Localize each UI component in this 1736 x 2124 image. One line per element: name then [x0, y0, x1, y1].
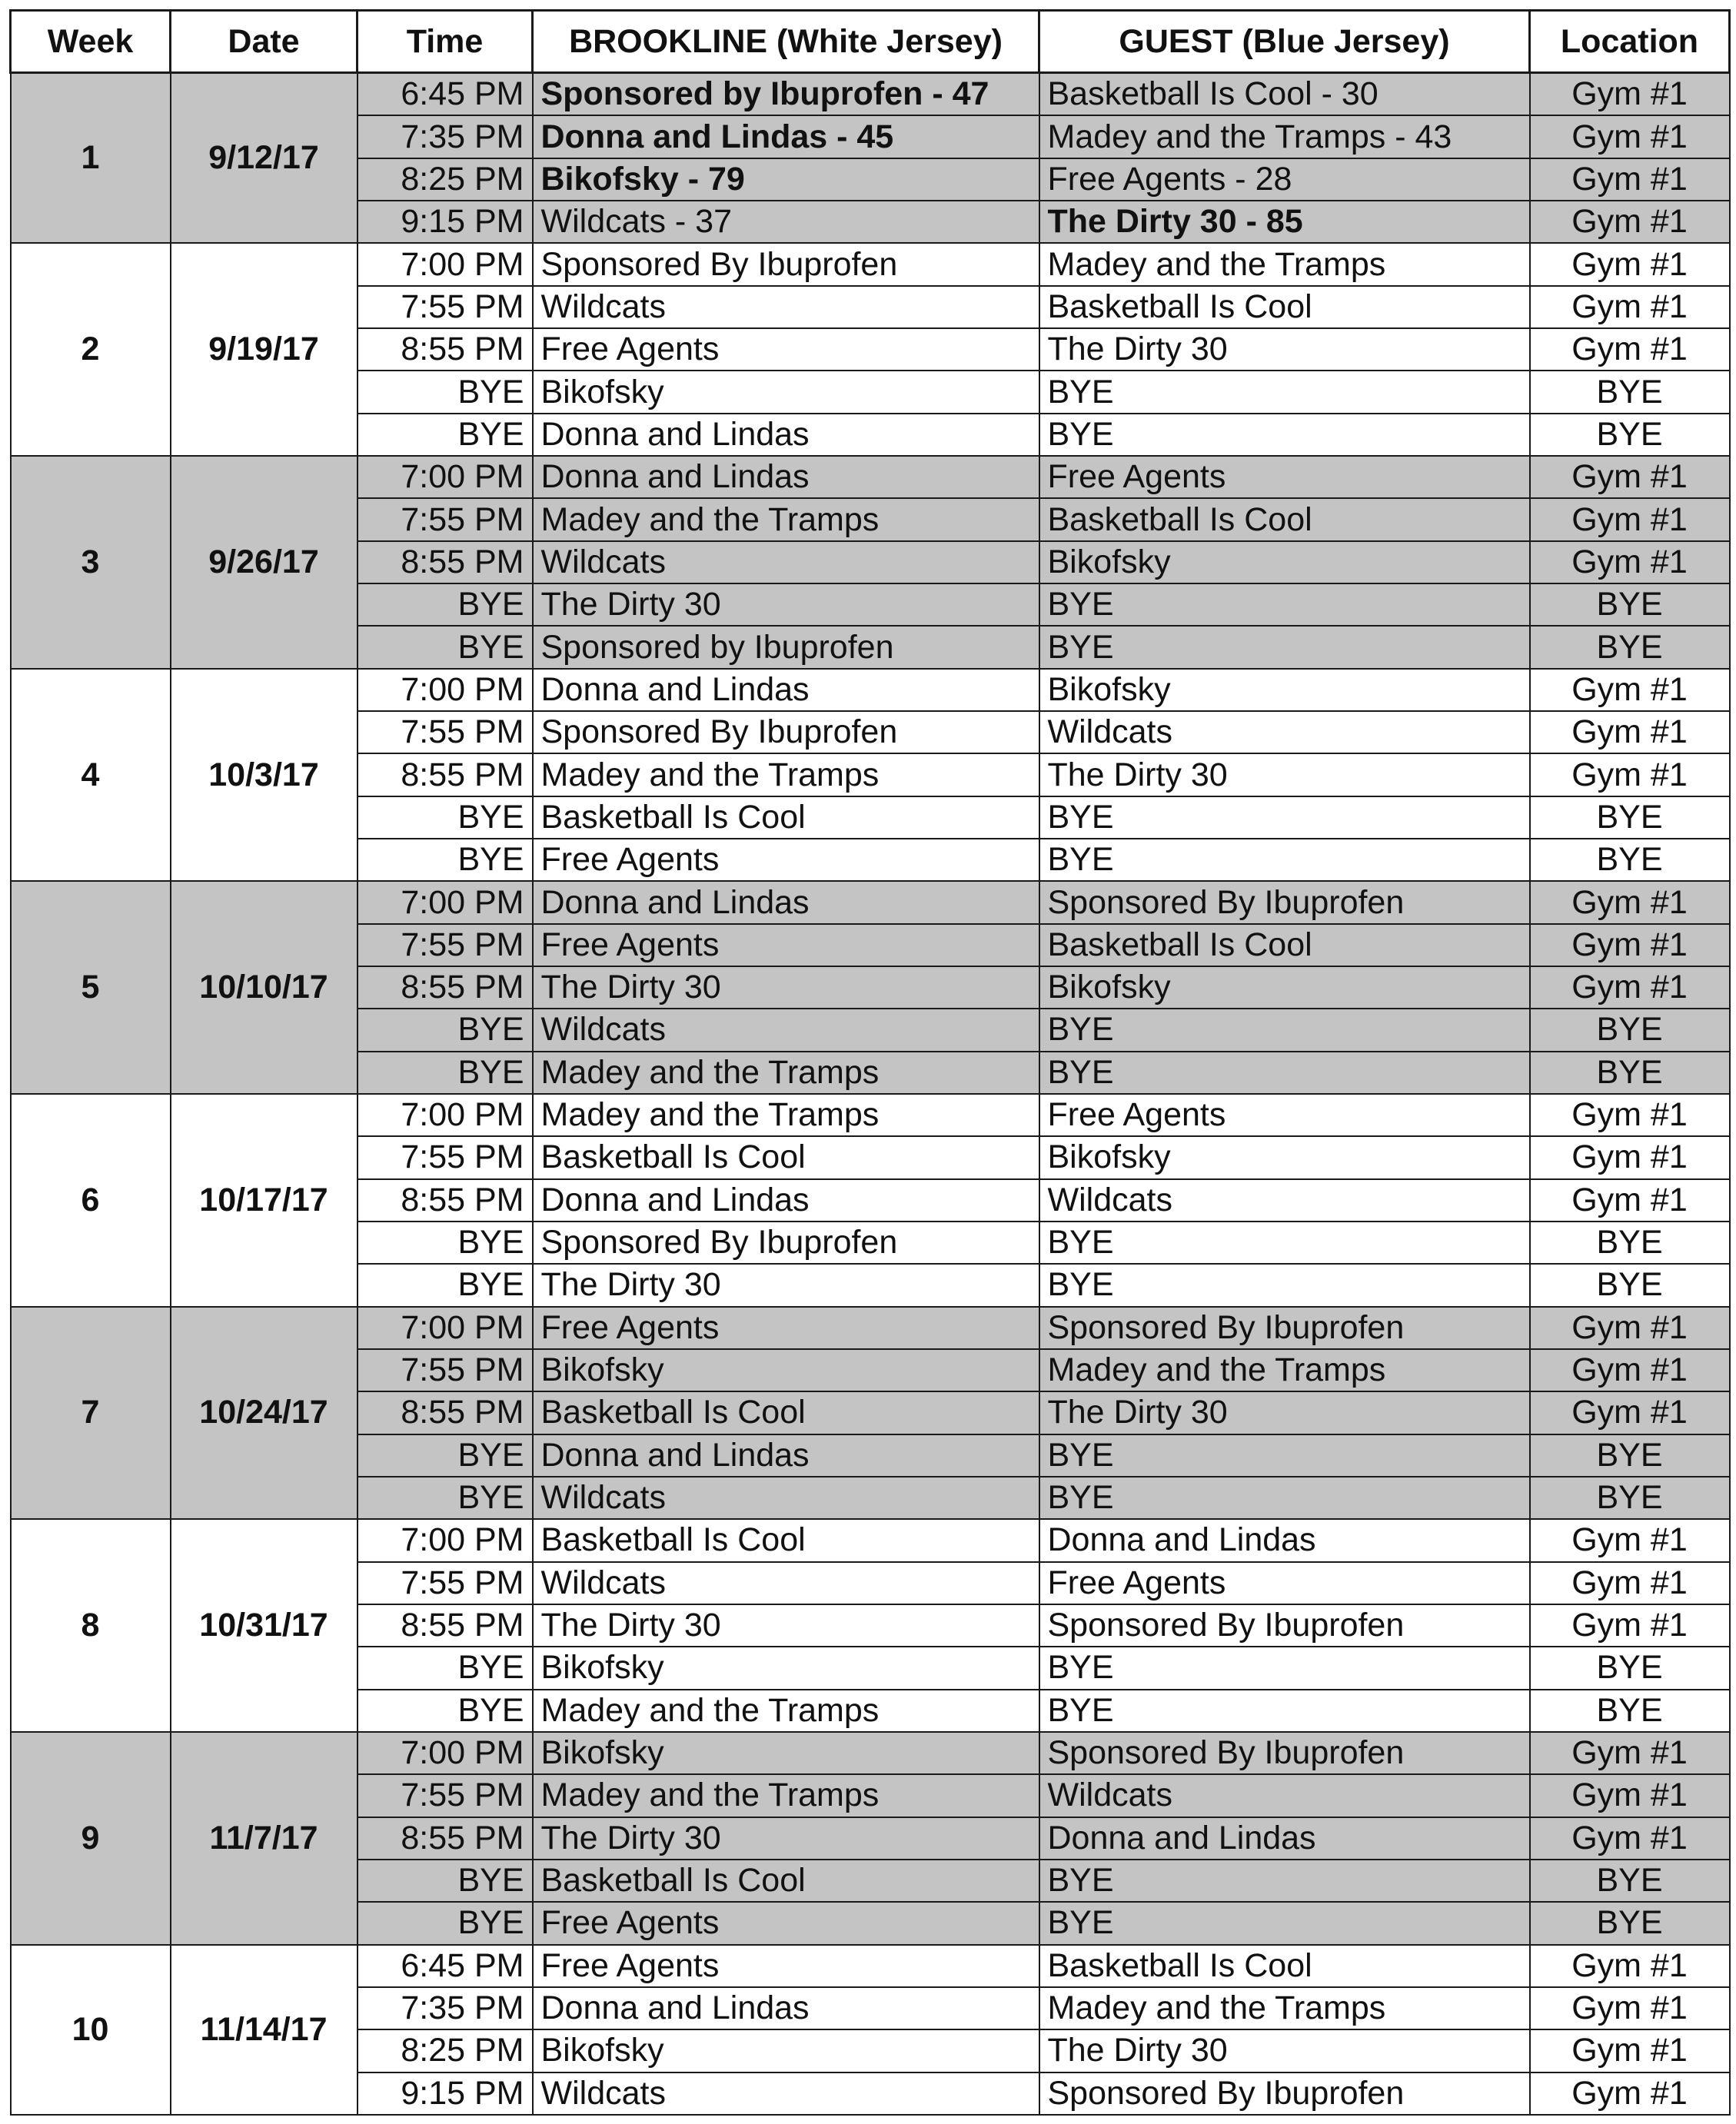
home-team: Donna and Lindas [533, 414, 1039, 456]
game-time: BYE [358, 1434, 533, 1477]
week-date: 9/12/17 [171, 73, 358, 244]
game-location: Gym #1 [1530, 2072, 1730, 2115]
home-team: Bikofsky - 79 [533, 158, 1039, 201]
game-time: 8:25 PM [358, 158, 533, 201]
guest-team: Wildcats [1039, 1179, 1530, 1222]
header-week: Week [11, 11, 171, 73]
home-team: Free Agents [533, 839, 1039, 881]
game-time: 7:55 PM [358, 286, 533, 328]
game-time: 7:00 PM [358, 1519, 533, 1561]
guest-team: BYE [1039, 839, 1530, 881]
game-location: BYE [1530, 583, 1730, 626]
guest-team: Bikofsky [1039, 669, 1530, 711]
week-group [11, 456, 1730, 669]
guest-team: BYE [1039, 796, 1530, 839]
guest-team: BYE [1039, 1222, 1530, 1264]
game-time: 7:55 PM [358, 924, 533, 966]
game-location: BYE [1530, 1222, 1730, 1264]
guest-team: BYE [1039, 1264, 1530, 1306]
home-team: Basketball Is Cool [533, 796, 1039, 839]
game-time: BYE [358, 626, 533, 668]
game-location: Gym #1 [1530, 286, 1730, 328]
home-team: Wildcats [533, 1562, 1039, 1604]
guest-team: Basketball Is Cool [1039, 924, 1530, 966]
guest-team: Free Agents - 28 [1039, 158, 1530, 201]
game-time: 8:25 PM [358, 2029, 533, 2072]
home-team: Madey and the Tramps [533, 1774, 1039, 1817]
game-location: Gym #1 [1530, 73, 1730, 116]
home-team: Free Agents [533, 924, 1039, 966]
week-date: 10/31/17 [171, 1519, 358, 1732]
game-time: 8:55 PM [358, 328, 533, 371]
week-group [11, 1945, 1730, 2115]
game-location: BYE [1530, 1009, 1730, 1051]
game-time: BYE [358, 1052, 533, 1094]
guest-team: BYE [1039, 1902, 1530, 1944]
guest-team: Wildcats [1039, 711, 1530, 753]
game-location: Gym #1 [1530, 1732, 1730, 1774]
game-row [11, 1945, 1730, 1987]
game-location: BYE [1530, 626, 1730, 668]
guest-team: Basketball Is Cool [1039, 498, 1530, 540]
game-location: Gym #1 [1530, 201, 1730, 243]
guest-team: Madey and the Tramps - 43 [1039, 115, 1530, 158]
week-group [11, 1519, 1730, 1732]
home-team: The Dirty 30 [533, 1264, 1039, 1306]
game-location: Gym #1 [1530, 1519, 1730, 1561]
guest-team: Sponsored By Ibuprofen [1039, 2072, 1530, 2115]
home-team: Wildcats [533, 1009, 1039, 1051]
home-team: Sponsored by Ibuprofen [533, 626, 1039, 668]
game-time: 8:55 PM [358, 1817, 533, 1860]
home-team: Wildcats - 37 [533, 201, 1039, 243]
header-location: Location [1530, 11, 1730, 73]
game-location: Gym #1 [1530, 669, 1730, 711]
home-team: The Dirty 30 [533, 1604, 1039, 1647]
game-time: 7:55 PM [358, 1136, 533, 1178]
home-team: Bikofsky [533, 1732, 1039, 1774]
game-row [11, 243, 1730, 285]
game-time: 7:00 PM [358, 243, 533, 285]
guest-team: The Dirty 30 [1039, 1391, 1530, 1434]
game-location: Gym #1 [1530, 1604, 1730, 1647]
home-team: Donna and Lindas [533, 456, 1039, 498]
game-location: BYE [1530, 1052, 1730, 1094]
week-group [11, 1307, 1730, 1520]
guest-team: Donna and Lindas [1039, 1519, 1530, 1561]
game-location: Gym #1 [1530, 1094, 1730, 1136]
week-date: 11/14/17 [171, 1945, 358, 2115]
guest-team: The Dirty 30 - 85 [1039, 201, 1530, 243]
week-number: 10 [11, 1945, 171, 2115]
home-team: Madey and the Tramps [533, 753, 1039, 796]
game-location: Gym #1 [1530, 881, 1730, 923]
guest-team: Free Agents [1039, 1562, 1530, 1604]
guest-team: BYE [1039, 414, 1530, 456]
game-time: BYE [358, 1647, 533, 1689]
game-location: BYE [1530, 1902, 1730, 1944]
header-guest-team: GUEST (Blue Jersey) [1039, 11, 1530, 73]
home-team: Basketball Is Cool [533, 1860, 1039, 1902]
game-time: 7:00 PM [358, 669, 533, 711]
game-time: 7:55 PM [358, 498, 533, 540]
game-location: BYE [1530, 839, 1730, 881]
guest-team: BYE [1039, 1477, 1530, 1519]
header-date: Date [171, 11, 358, 73]
game-time: 7:55 PM [358, 1774, 533, 1817]
game-location: Gym #1 [1530, 753, 1730, 796]
guest-team: Basketball Is Cool - 30 [1039, 73, 1530, 116]
game-time: BYE [358, 1902, 533, 1944]
guest-team: BYE [1039, 1434, 1530, 1477]
week-group [11, 669, 1730, 882]
home-team: Madey and the Tramps [533, 1690, 1039, 1732]
home-team: Sponsored By Ibuprofen [533, 711, 1039, 753]
guest-team: Bikofsky [1039, 966, 1530, 1009]
game-time: BYE [358, 1690, 533, 1732]
home-team: Basketball Is Cool [533, 1136, 1039, 1178]
home-team: Sponsored By Ibuprofen [533, 243, 1039, 285]
week-number: 9 [11, 1732, 171, 1945]
game-time: 7:00 PM [358, 456, 533, 498]
guest-team: BYE [1039, 1052, 1530, 1094]
home-team: The Dirty 30 [533, 1817, 1039, 1860]
game-location: Gym #1 [1530, 158, 1730, 201]
week-number: 3 [11, 456, 171, 669]
game-time: 7:55 PM [358, 1562, 533, 1604]
game-row [11, 1307, 1730, 1349]
home-team: Madey and the Tramps [533, 498, 1039, 540]
guest-team: BYE [1039, 1860, 1530, 1902]
home-team: Wildcats [533, 286, 1039, 328]
game-time: 7:35 PM [358, 115, 533, 158]
week-date: 11/7/17 [171, 1732, 358, 1945]
game-location: Gym #1 [1530, 456, 1730, 498]
guest-team: BYE [1039, 1690, 1530, 1732]
guest-team: BYE [1039, 1647, 1530, 1689]
guest-team: Madey and the Tramps [1039, 1349, 1530, 1391]
guest-team: Sponsored By Ibuprofen [1039, 1732, 1530, 1774]
guest-team: Bikofsky [1039, 1136, 1530, 1178]
header-row [11, 11, 1730, 73]
guest-team: Madey and the Tramps [1039, 243, 1530, 285]
game-time: 8:55 PM [358, 753, 533, 796]
guest-team: Madey and the Tramps [1039, 1987, 1530, 2029]
home-team: Donna and Lindas [533, 669, 1039, 711]
game-location: Gym #1 [1530, 243, 1730, 285]
game-location: BYE [1530, 1690, 1730, 1732]
week-number: 8 [11, 1519, 171, 1732]
week-group [11, 243, 1730, 456]
game-time: BYE [358, 796, 533, 839]
game-row [11, 1094, 1730, 1136]
home-team: Donna and Lindas - 45 [533, 115, 1039, 158]
game-location: Gym #1 [1530, 1307, 1730, 1349]
guest-team: The Dirty 30 [1039, 328, 1530, 371]
home-team: Free Agents [533, 1945, 1039, 1987]
game-time: 7:00 PM [358, 1094, 533, 1136]
game-location: Gym #1 [1530, 1136, 1730, 1178]
game-time: 7:00 PM [358, 881, 533, 923]
game-location: Gym #1 [1530, 115, 1730, 158]
game-time: BYE [358, 1860, 533, 1902]
game-time: BYE [358, 1264, 533, 1306]
week-group [11, 1732, 1730, 1945]
guest-team: BYE [1039, 626, 1530, 668]
game-location: Gym #1 [1530, 541, 1730, 583]
home-team: Wildcats [533, 541, 1039, 583]
game-location: Gym #1 [1530, 1179, 1730, 1222]
game-time: 7:00 PM [358, 1732, 533, 1774]
header-time: Time [358, 11, 533, 73]
game-location: Gym #1 [1530, 1562, 1730, 1604]
guest-team: Sponsored By Ibuprofen [1039, 1307, 1530, 1349]
game-time: 6:45 PM [358, 1945, 533, 1987]
week-number: 6 [11, 1094, 171, 1307]
game-location: BYE [1530, 1264, 1730, 1306]
game-time: BYE [358, 839, 533, 881]
home-team: Madey and the Tramps [533, 1052, 1039, 1094]
game-time: 9:15 PM [358, 2072, 533, 2115]
home-team: Basketball Is Cool [533, 1519, 1039, 1561]
game-time: 8:55 PM [358, 541, 533, 583]
week-number: 5 [11, 881, 171, 1094]
week-date: 10/10/17 [171, 881, 358, 1094]
guest-team: Donna and Lindas [1039, 1817, 1530, 1860]
game-location: Gym #1 [1530, 498, 1730, 540]
table-header [11, 11, 1730, 73]
week-number: 2 [11, 243, 171, 456]
schedule-table [9, 9, 1731, 2116]
guest-team: Free Agents [1039, 1094, 1530, 1136]
home-team: Basketball Is Cool [533, 1391, 1039, 1434]
week-group [11, 881, 1730, 1094]
game-location: Gym #1 [1530, 1774, 1730, 1817]
guest-team: Basketball Is Cool [1039, 1945, 1530, 1987]
game-time: 8:55 PM [358, 1391, 533, 1434]
home-team: Donna and Lindas [533, 1179, 1039, 1222]
game-time: 6:45 PM [358, 73, 533, 116]
header-home-team: BROOKLINE (White Jersey) [533, 11, 1039, 73]
home-team: Donna and Lindas [533, 881, 1039, 923]
game-time: BYE [358, 583, 533, 626]
week-group [11, 73, 1730, 244]
game-row [11, 1732, 1730, 1774]
home-team: Bikofsky [533, 2029, 1039, 2072]
game-row [11, 881, 1730, 923]
home-team: Madey and the Tramps [533, 1094, 1039, 1136]
game-time: 8:55 PM [358, 1179, 533, 1222]
week-number: 7 [11, 1307, 171, 1520]
home-team: Wildcats [533, 2072, 1039, 2115]
home-team: The Dirty 30 [533, 966, 1039, 1009]
game-location: Gym #1 [1530, 966, 1730, 1009]
home-team: Sponsored By Ibuprofen [533, 1222, 1039, 1264]
game-row [11, 456, 1730, 498]
home-team: Sponsored by Ibuprofen - 47 [533, 73, 1039, 116]
week-number: 1 [11, 73, 171, 244]
game-time: BYE [358, 1009, 533, 1051]
guest-team: BYE [1039, 371, 1530, 413]
home-team: Free Agents [533, 1902, 1039, 1944]
game-location: BYE [1530, 1434, 1730, 1477]
game-row [11, 73, 1730, 116]
game-location: Gym #1 [1530, 1391, 1730, 1434]
game-time: 7:35 PM [358, 1987, 533, 2029]
game-time: BYE [358, 371, 533, 413]
guest-team: Sponsored By Ibuprofen [1039, 881, 1530, 923]
game-location: BYE [1530, 796, 1730, 839]
home-team: Wildcats [533, 1477, 1039, 1519]
game-row [11, 669, 1730, 711]
guest-team: Free Agents [1039, 456, 1530, 498]
game-time: 8:55 PM [358, 1604, 533, 1647]
game-row [11, 1519, 1730, 1561]
week-date: 9/19/17 [171, 243, 358, 456]
guest-team: BYE [1039, 1009, 1530, 1051]
game-time: BYE [358, 414, 533, 456]
week-group [11, 1094, 1730, 1307]
week-date: 10/24/17 [171, 1307, 358, 1520]
game-location: BYE [1530, 1860, 1730, 1902]
guest-team: The Dirty 30 [1039, 2029, 1530, 2072]
game-time: 7:00 PM [358, 1307, 533, 1349]
game-time: 9:15 PM [358, 201, 533, 243]
week-date: 10/17/17 [171, 1094, 358, 1307]
home-team: The Dirty 30 [533, 583, 1039, 626]
guest-team: Wildcats [1039, 1774, 1530, 1817]
game-location: Gym #1 [1530, 328, 1730, 371]
game-location: Gym #1 [1530, 1987, 1730, 2029]
guest-team: BYE [1039, 583, 1530, 626]
game-location: Gym #1 [1530, 924, 1730, 966]
game-time: 8:55 PM [358, 966, 533, 1009]
game-location: BYE [1530, 414, 1730, 456]
game-location: Gym #1 [1530, 711, 1730, 753]
week-date: 10/3/17 [171, 669, 358, 882]
home-team: Donna and Lindas [533, 1987, 1039, 2029]
game-location: Gym #1 [1530, 2029, 1730, 2072]
home-team: Bikofsky [533, 371, 1039, 413]
game-location: BYE [1530, 1647, 1730, 1689]
game-time: BYE [358, 1477, 533, 1519]
game-location: Gym #1 [1530, 1817, 1730, 1860]
home-team: Free Agents [533, 1307, 1039, 1349]
home-team: Donna and Lindas [533, 1434, 1039, 1477]
week-date: 9/26/17 [171, 456, 358, 669]
guest-team: Bikofsky [1039, 541, 1530, 583]
guest-team: Sponsored By Ibuprofen [1039, 1604, 1530, 1647]
home-team: Free Agents [533, 328, 1039, 371]
guest-team: Basketball Is Cool [1039, 286, 1530, 328]
home-team: Bikofsky [533, 1349, 1039, 1391]
game-location: Gym #1 [1530, 1945, 1730, 1987]
week-number: 4 [11, 669, 171, 882]
game-time: BYE [358, 1222, 533, 1264]
game-time: 7:55 PM [358, 711, 533, 753]
game-location: BYE [1530, 371, 1730, 413]
game-location: Gym #1 [1530, 1349, 1730, 1391]
guest-team: The Dirty 30 [1039, 753, 1530, 796]
home-team: Bikofsky [533, 1647, 1039, 1689]
game-location: BYE [1530, 1477, 1730, 1519]
game-time: 7:55 PM [358, 1349, 533, 1391]
